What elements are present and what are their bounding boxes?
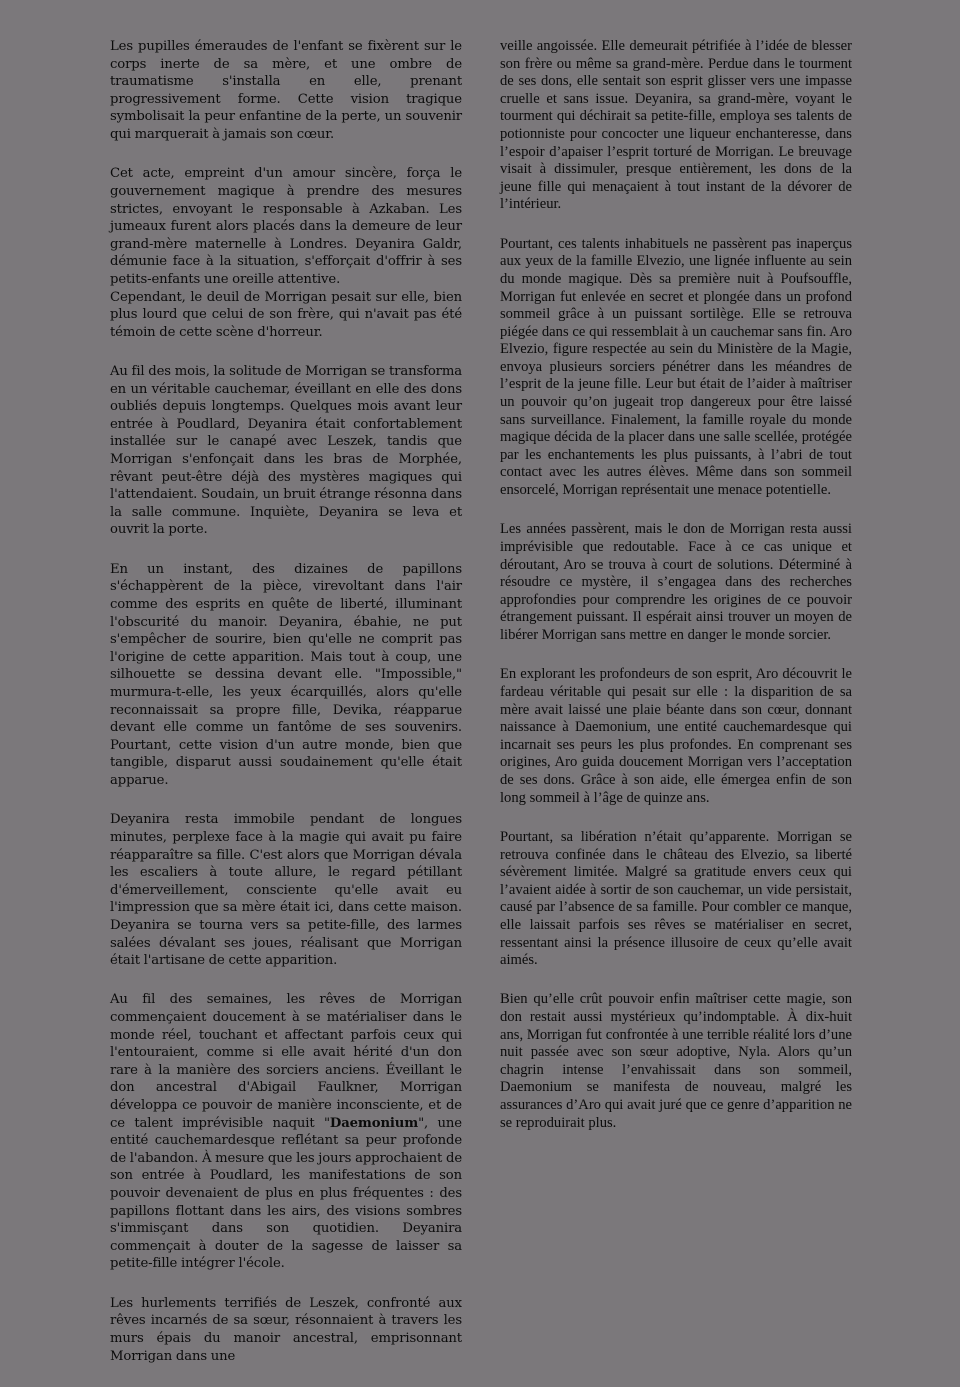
paragraph-right-2: Pourtant, ces talents inhabituels ne passèrent pas inaperçus aux yeux de la famille Elvezio, une lignée influente au sein du monde magique. Dès sa première nuit à Poufsouffle, Morrigan fut enlevée en secret et plongée dans un profond sommeil grâce à un puissant sortilège. Elle se retrouva piégée dans ce qui ressemblait à un cauchemar sans fin. Aro Elvezio, figure respectée au sein du Ministère de la Magie, envoya plusieurs sorciers pénétrer dans les méandres de l’esprit de la jeune fille. Leur but était de l’aider à maîtriser un pouvoir qu’on jugeait trop dangereux pour être laissé sans surveillance. Finalement, la famille royale du monde magique décida de la placer dans une salle scellée, protégée par les enchantements les plus puissants, à l’abri de tout contact avec les autres élèves. Même dans son sommeil ensorcelé, Morrigan représentait une menace potentielle.: [500, 235, 852, 499]
paragraph-left-2: Cet acte, empreint d'un amour sincère, força le gouvernement magique à prendre des mesures strictes, envoyant le responsable à Azkaban. Les jumeaux furent alors placés dans la demeure de leur grand-mère maternelle à Londres. Deyanira Galdr, démunie face à la situation, s'efforçait d'offrir à ses petits-enfants une oreille attentive.: [110, 166, 462, 287]
daemonium-keyword: Daemonium: [329, 1115, 419, 1131]
right-column: [500, 38, 852, 1154]
paragraph-right-4: En explorant les profondeurs de son esprit, Aro découvrit le fardeau véritable qui pesait sur elle : la disparition de sa mère avait laissé une plaie béante dans son cœur, donnant naissance à Daemonium, une entité cauchemardesque qui incarnait ses peurs les plus profondes. En comprenant ses origines, Aro guida doucement Morrigan vers l’acceptation de ses dons. Grâce à son aide, elle émergea enfin de son long sommeil à l’âge de quinze ans.: [500, 666, 852, 806]
paragraph-left-5: En un instant, des dizaines de papillons s'échappèrent de la pièce, virevoltant dans l'air comme des esprits en quête de liberté, illuminant l'obscurité du manoir. Deyanira, ébahie, ne put s'empêcher de sourire, bien qu'elle ne comprit pas l'origine de cette apparition. Mais tout à coup, une silhouette se dessina devant elle. "Impossible," murmura-t-elle, les yeux écarquillés, alors qu'elle reconnaissait sa propre fille, Devika, réapparue devant elle comme un fantôme de ses souvenirs. Pourtant, cette vision d'un autre monde, bien que tangible, disparut aussi soudainement qu'elle était apparue.: [110, 561, 462, 788]
paragraph-right-6: Bien qu’elle crût pouvoir enfin maîtriser cette magie, son don restait aussi mystérieux qu’indomptable. À dix-huit ans, Morrigan fut confrontée à une terrible réalité lors d’une nuit passée avec son sœur adoptive, Nyla. Alors qu’un chagrin intense l’envahissait dans son sommeil, Daemonium se manifesta de nouveau, malgré les assurances d’Aro qui avait juré que ce genre d’apparition ne se reproduirait plus.: [500, 991, 852, 1131]
paragraph-left-7: [110, 991, 462, 1273]
paragraph-left-6: Deyanira resta immobile pendant de longues minutes, perplexe face à la magie qui avait pu faire réapparaître sa fille. C'est alors que Morrigan dévala les escaliers à toute allure, le regard pétillant d'émerveillement, consciente qu'elle avait eu l'impression que sa mère était ici, dans cette maison. Deyanira se tourna vers sa petite-fille, des larmes salées dévalant ses joues, réalisant que Morrigan était l'artisane de cette apparition.: [110, 812, 462, 969]
paragraph-left-8: Les hurlements terrifiés de Leszek, confronté aux rêves incarnés de sa sœur, résonnaient à travers les murs épais du manoir ancestral, emprisonnant Morrigan dans une: [110, 1295, 462, 1364]
paragraph-right-3: Les années passèrent, mais le don de Morrigan resta aussi imprévisible que redoutable. Face à ce cas unique et déroutant, Aro se trouva à court de solutions. Déterminé à résoudre ce mystère, il s’engagea dans des recherches approfondies pour comprendre les origines de ce pouvoir étrangement puissant. Il espérait ainsi trouver un moyen de libérer Morrigan sans mettre en danger le monde sorcier.: [500, 521, 852, 643]
paragraph-left-4: Au fil des mois, la solitude de Morrigan se transforma en un véritable cauchemar, éveillant en elle des dons oubliés depuis longtemps. Quelques mois avant leur entrée à Poudlard, Deyanira était confortablement installée sur le canapé avec Leszek, tandis que Morrigan s'enfonçait dans les bras de Morphée, rêvant peut-être déjà des mystères magiques qui l'attendaient. Soudain, un bruit étrange résonna dans la salle commune. Inquiète, Deyanira se leva et ouvrit la porte.: [110, 364, 462, 538]
paragraph-left-7-end: ", une entité cauchemardesque reflétant sa peur profonde de l'abandon. À mesure que les jours approchaient de son entrée à Poudlard, les manifestations de son pouvoir devenaient de plus en plus fréquentes : des papillons flottant dans les airs, des visions sombres s'immisçant dans son quotidien. Deyanira commençait à douter de la sagesse de laisser sa petite-fille intégrer l'école.: [110, 1115, 462, 1272]
paragraph-right-5: Pourtant, sa libération n’était qu’apparente. Morrigan se retrouva confinée dans le château des Elvezio, sa liberté sévèrement limitée. Malgré sa gratitude envers ceux qui l’avaient aidée à sortir de son cauchemar, un vide persistait, causé par l’absence de sa famille. Pour combler ce manque, elle laissait parfois ses rêves se matérialiser en secret, ressentant ainsi la présence illusoire de ceux qu’elle avait aimés.: [500, 828, 852, 969]
paragraph-right-1: veille angoissée. Elle demeurait pétrifiée à l’idée de blesser son frère ou même sa grand-mère. Perdue dans le tourment de ses dons, elle sentait son esprit glisser vers une impasse cruelle et sans issue. Deyanira, sa grand-mère, voyant le tourment qui déchirait sa petite-fille, employa ses talents de potionniste pour concocter une liqueur enchanteresse, dans l’espoir d’apaiser l’esprit torturé de Morrigan. Le breuvage visait à dissimuler, presque entièrement, les dons de la jeune fille qui menaçaient à tout instant de la dévorer de l’intérieur.: [500, 38, 852, 213]
paragraph-left-1: Les pupilles émeraudes de l'enfant se fixèrent sur le corps inerte de sa mère, et une ombre de traumatisme s'installa en elle, prenant progressivement forme. Cette vision tragique symbolisait la peur enfantine de la perte, un souvenir qui marquerait à jamais son cœur.: [110, 39, 462, 142]
paragraph-left-3: Cependant, le deuil de Morrigan pesait sur elle, bien plus lourd que celui de son frère, qui n'avait pas été témoin de cette scène d'horreur.: [110, 289, 462, 340]
left-column: [110, 38, 462, 1387]
paragraph-left-7-start: Au fil des semaines, les rêves de Morrigan commençaient doucement à se matérialiser dans le monde réel, touchant et affectant parfois ceux qui l'entouraient, comme si elle avait hérité d'un don rare à la manière des sorciers anciens. Éveillant le don ancestral d'Abigail Faulkner, Morrigan développa ce pouvoir de manière inconsciente, et de ce talent imprévisible naquit ": [110, 992, 462, 1131]
